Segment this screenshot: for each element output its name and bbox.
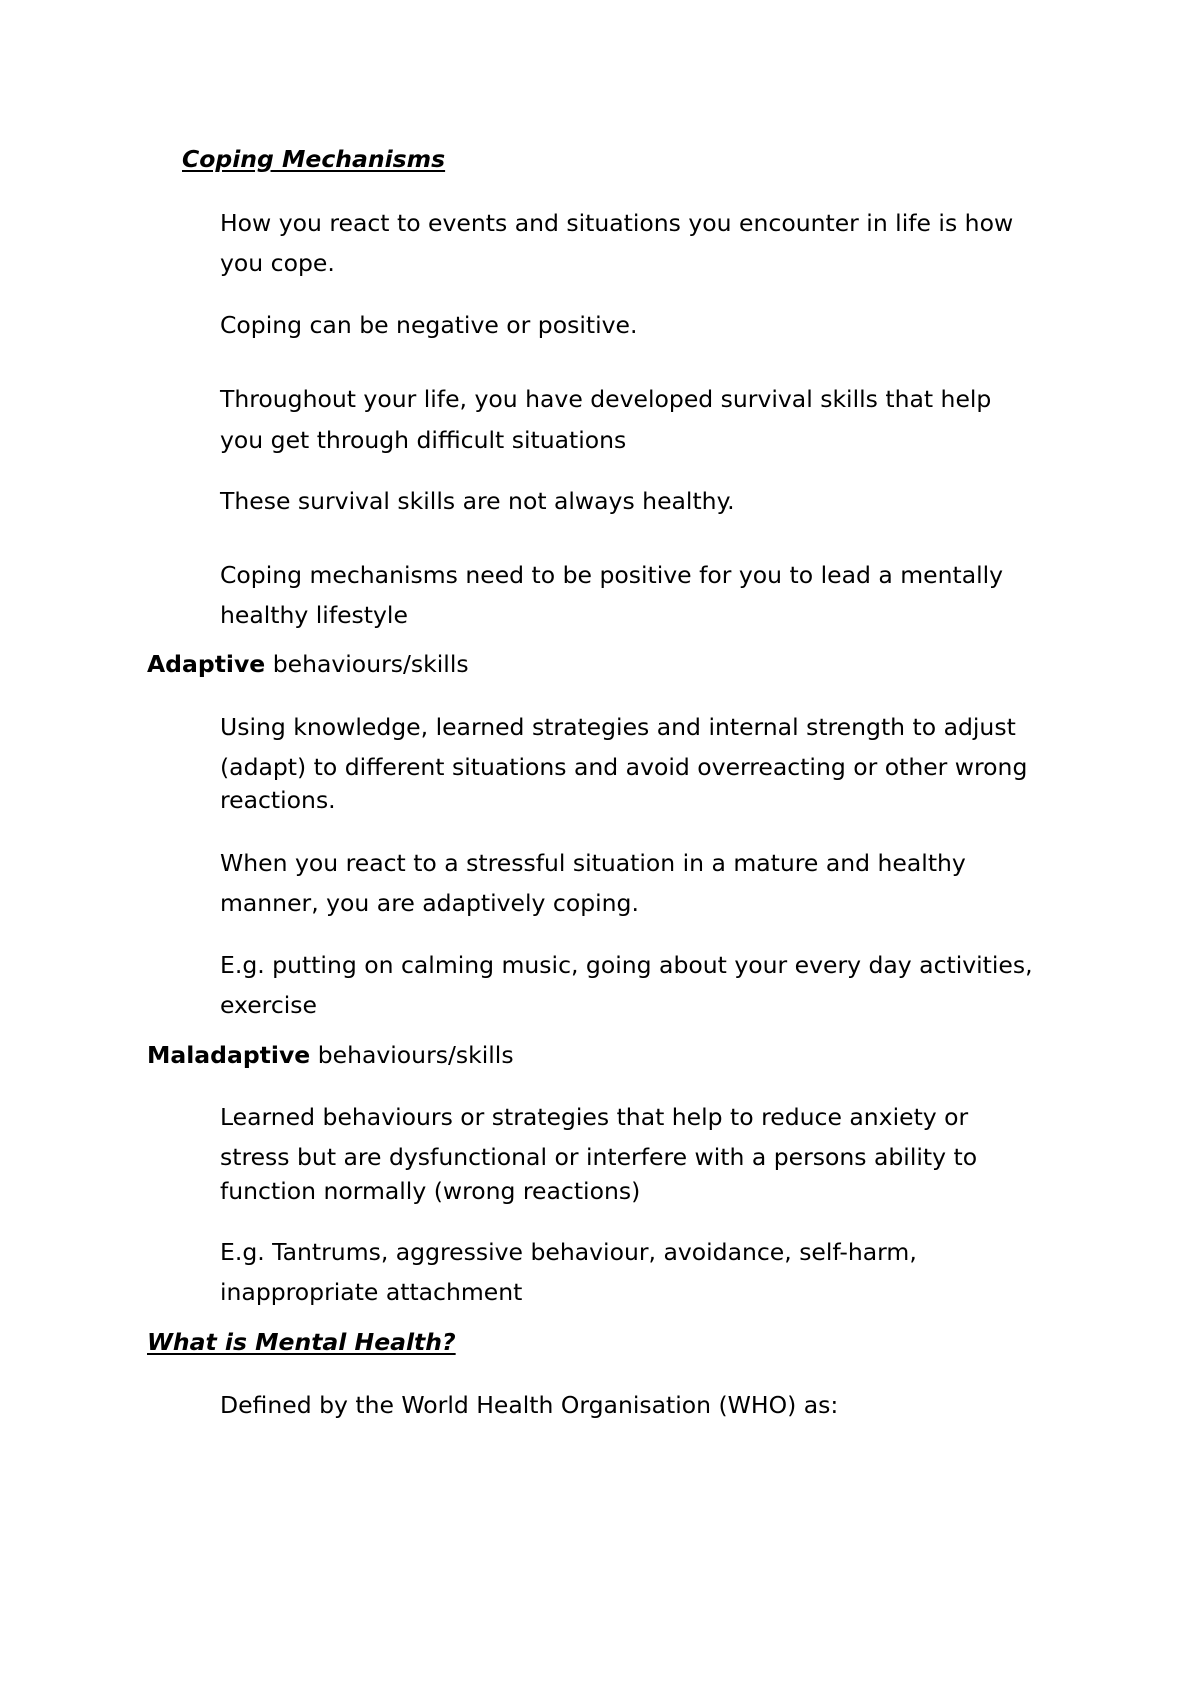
subheading-maladaptive	[147, 1041, 514, 1069]
paragraph-line: How you react to events and situations you encounter in life is how	[220, 209, 1014, 237]
paragraph-line: (adapt) to different situations and avoid overreacting or other wrong	[220, 753, 1028, 781]
paragraph-line: Defined by the World Health Organisation (WHO) as:	[220, 1391, 839, 1419]
paragraph-line: inappropriate attachment	[220, 1278, 523, 1306]
paragraph-line: stress but are dysfunctional or interfere with a persons ability to	[220, 1143, 978, 1171]
section-title-coping-mechanisms: Coping Mechanisms	[182, 145, 446, 173]
paragraph-line: manner, you are adaptively coping.	[220, 889, 639, 917]
paragraph-line: reactions.	[220, 786, 336, 814]
paragraph-line: Coping mechanisms need to be positive for you to lead a mentally	[220, 561, 1004, 589]
paragraph-line: When you react to a stressful situation in a mature and healthy	[220, 849, 966, 877]
subheading-adaptive	[147, 650, 469, 678]
paragraph-line: you cope.	[220, 249, 335, 277]
paragraph-line: Coping can be negative or positive.	[220, 311, 638, 339]
section-title-what-is-mental-health: What is Mental Health?	[147, 1328, 456, 1356]
subheading-bold-term: Maladaptive	[147, 1041, 311, 1069]
paragraph-line: function normally (wrong reactions)	[220, 1177, 641, 1205]
paragraph-line: Learned behaviours or strategies that help to reduce anxiety or	[220, 1103, 969, 1131]
paragraph-line: E.g. Tantrums, aggressive behaviour, avoidance, self-harm,	[220, 1238, 917, 1266]
paragraph-line: These survival skills are not always healthy.	[220, 487, 735, 515]
subheading-rest: behaviours/skills	[265, 650, 469, 678]
subheading-bold-term: Adaptive	[147, 650, 266, 678]
paragraph-line: healthy lifestyle	[220, 601, 408, 629]
paragraph-line: you get through difficult situations	[220, 426, 627, 454]
subheading-rest: behaviours/skills	[310, 1041, 514, 1069]
paragraph-line: exercise	[220, 991, 317, 1019]
paragraph-line: Using knowledge, learned strategies and internal strength to adjust	[220, 713, 1016, 741]
paragraph-line: E.g. putting on calming music, going about your every day activities,	[220, 951, 1033, 979]
paragraph-line: Throughout your life, you have developed survival skills that help	[220, 385, 992, 413]
